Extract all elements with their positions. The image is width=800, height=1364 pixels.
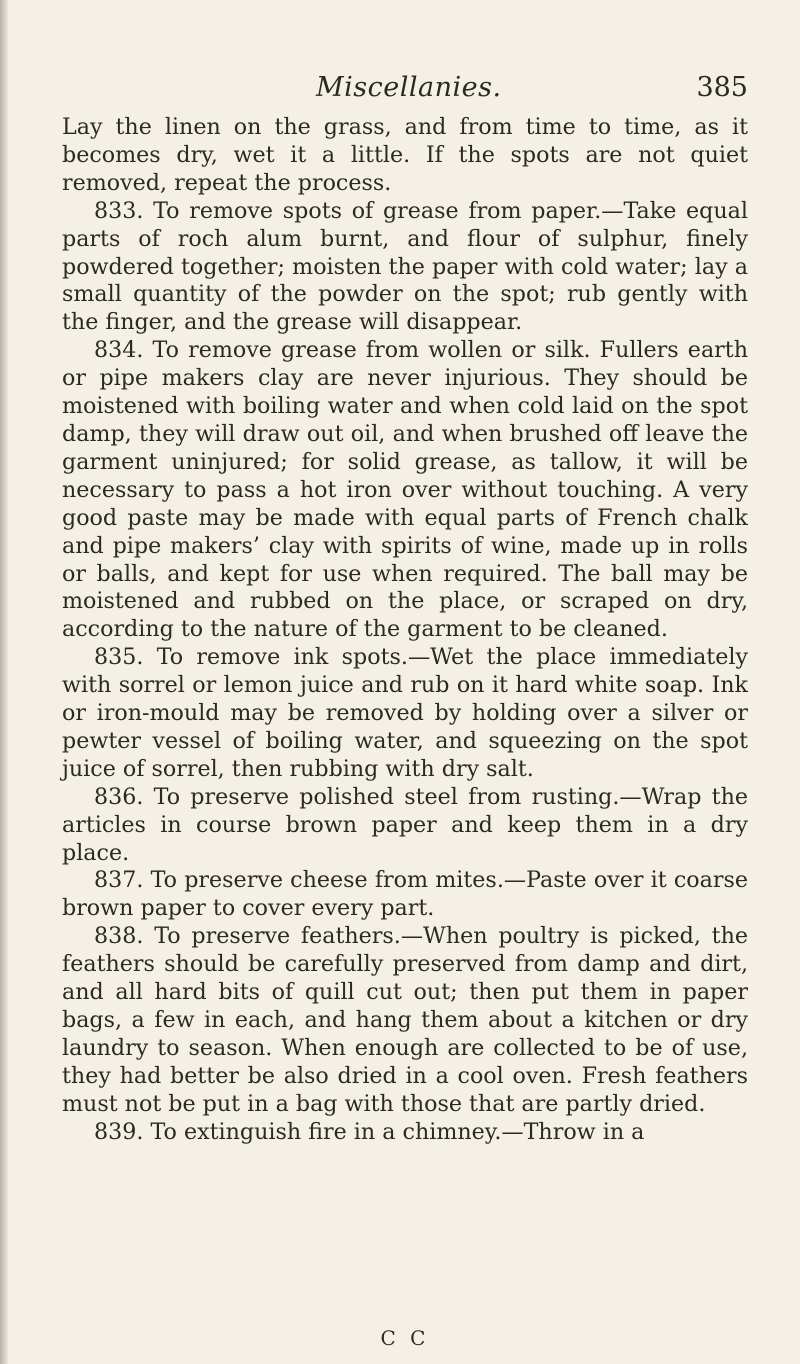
- entry-number: 835.: [94, 644, 144, 671]
- body-text: [62, 114, 748, 1147]
- entry-number: 836.: [94, 783, 144, 810]
- entry-heading: To extinguish fire in a chimney.—: [150, 1118, 524, 1145]
- entry-heading: To preserve cheese from mites.—: [150, 867, 527, 894]
- entry-number: 837.: [94, 867, 144, 894]
- page-number: 385: [696, 72, 748, 103]
- entry-text: Throw in a: [523, 1118, 645, 1145]
- entry-834: [62, 337, 748, 644]
- entry-text: Paste over it coarse brown paper to cover every part.: [62, 867, 749, 922]
- entry-text: When poultry is picked, the feathers should be carefully preserved from damp and dirt, and all hard bits of quill cut out; then put them in paper bags, a few in each, and hang them about a kitchen or dry laundry to season. When enough are collected to be of use, they had better be also dried in a cool oven. Fresh feathers must not be put in a bag with those that are partly dried.: [62, 923, 748, 1117]
- entry-number: 839.: [94, 1118, 144, 1145]
- entry-839: [62, 1119, 748, 1147]
- entry-837: [62, 867, 748, 923]
- entry-text: Fullers earth or pipe makers clay are never injurious. They should be moistened with boiling water and when cold laid on the spot damp, they will draw out oil, and when brushed off leave the garment uninjured; for solid grease, as tallow, it will be necessary to pass a hot iron over without touching. A very good paste may be made with equal parts of French chalk and pipe makers’ clay with spirits of wine, made up in rolls or balls, and kept for use when required. The ball may be moistened and rubbed on the place, or scraped on dry, according to the nature of the garment to be cleaned.: [62, 337, 748, 643]
- entry-number: 833.: [94, 197, 144, 224]
- entry-836: [62, 784, 748, 868]
- entry-text: Wrap the articles in course brown paper and keep them in a dry place.: [62, 783, 748, 866]
- entry-heading: To preserve feathers.—: [154, 923, 424, 950]
- entry-835: [62, 644, 748, 784]
- entry-833: [62, 198, 748, 338]
- book-page: [62, 72, 748, 1147]
- entry-number: 838.: [94, 923, 144, 950]
- entry-number: 834.: [94, 337, 144, 364]
- entry-heading: To remove ink spots.—: [156, 644, 431, 671]
- continuation-paragraph: Lay the linen on the grass, and from time to time, as it becomes dry, wet it a little. If the spots are not quiet removed, repeat the process.: [62, 114, 748, 196]
- running-title: Miscellanies.: [316, 72, 502, 103]
- entry-838: [62, 923, 748, 1118]
- entry-heading: To remove grease from wollen or silk.: [152, 337, 591, 364]
- entry-heading: To remove spots of grease from paper.—: [153, 197, 624, 224]
- entry-text: Take equal parts of roch alum burnt, and flour of sulphur, finely powdered together; moisten the paper with cold water; lay a small quantity of the powder on the spot; rub gently with the finger, and the grease will disappear.: [62, 197, 748, 336]
- page-gutter-shadow: [0, 0, 8, 1364]
- entry-heading: To preserve polished steel from rusting.—: [153, 783, 642, 810]
- entry-text: Wet the place immediately with sorrel or lemon juice and rub on it hard white soap. Ink or iron-mould may be removed by holding over a silver or pewter vessel of boiling water, and squeezing on the spot juice of sorrel, then rubbing with dry salt.: [62, 644, 748, 782]
- running-head: [62, 72, 748, 112]
- signature-mark: C C: [380, 1326, 430, 1350]
